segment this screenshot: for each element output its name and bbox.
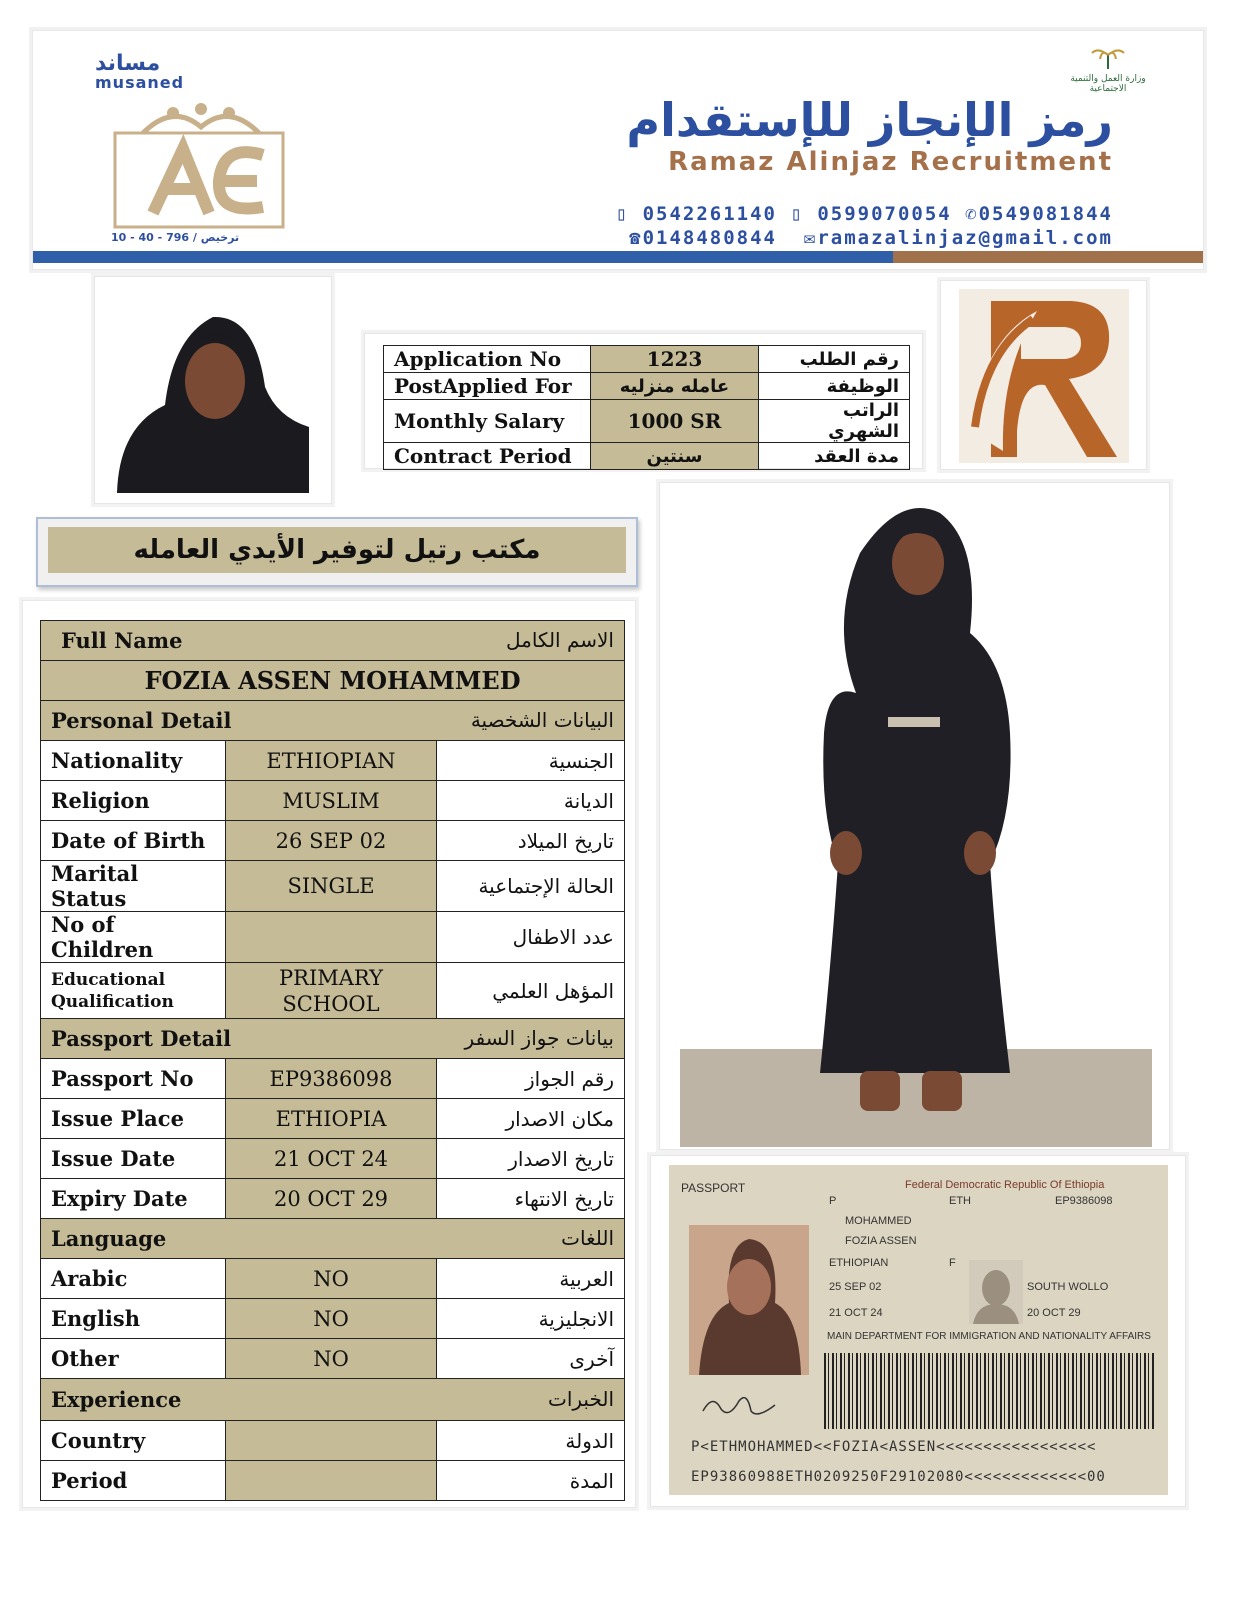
contract-label: Contract Period xyxy=(384,443,591,470)
company-title-en: Ramaz Alinjaz Recruitment xyxy=(668,147,1113,177)
ministry-logo xyxy=(1053,47,1163,94)
passport-scan xyxy=(669,1165,1168,1495)
landline-number: 0148480844 xyxy=(642,227,777,249)
english-value: NO xyxy=(226,1299,437,1339)
application-row xyxy=(384,346,910,373)
passport-mrz-line-2: EP93860988ETH0209250F29102080<<<<<<<<<<<<<00 xyxy=(691,1469,1106,1485)
section-passport xyxy=(41,1019,625,1059)
passport-dob: 25 SEP 02 xyxy=(829,1281,882,1293)
post-value: عامله منزليه xyxy=(591,373,759,400)
other-value: NO xyxy=(226,1339,437,1379)
education-value-2: SCHOOL xyxy=(282,991,380,1016)
full-name-label: Full Name xyxy=(61,628,183,653)
passport-issue-date: 21 OCT 24 xyxy=(829,1307,883,1319)
nationality-label-ar: الجنسية xyxy=(437,741,625,781)
section-language xyxy=(41,1219,625,1259)
section-personal xyxy=(41,701,625,741)
period-label-ar: المدة xyxy=(437,1461,625,1501)
issue-date-label: Issue Date xyxy=(41,1139,226,1179)
office-name: مكتب رتيل لتوفير الأيدي العامله xyxy=(48,527,626,573)
license-number: 10 - 40 - 796 / ترخيص xyxy=(111,231,240,244)
passport-given-names: FOZIA ASSEN xyxy=(845,1235,917,1247)
education-label-ar: المؤهل العلمي xyxy=(437,963,625,1019)
musaned-logo-ar: مساند xyxy=(95,51,161,76)
passport-type: P xyxy=(829,1195,837,1207)
passport-title-ar: بيانات جواز السفر xyxy=(464,1026,614,1050)
post-label: PostApplied For xyxy=(384,373,591,400)
musaned-logo xyxy=(95,53,184,91)
passport-barcode xyxy=(824,1353,1154,1429)
personal-title: Personal Detail xyxy=(51,708,232,733)
table-row xyxy=(41,781,625,821)
palm-icon xyxy=(1090,47,1126,69)
nationality-value: ETHIOPIAN xyxy=(226,741,437,781)
full-body-photo xyxy=(659,482,1170,1150)
table-row xyxy=(41,1299,625,1339)
other-label: Other xyxy=(41,1339,226,1379)
musaned-logo-en: musaned xyxy=(95,73,185,92)
passport-no-label-ar: رقم الجواز xyxy=(437,1059,625,1099)
post-label-ar: الوظيفة xyxy=(759,373,910,400)
nationality-label: Nationality xyxy=(41,741,226,781)
phone-numbers xyxy=(616,203,1113,225)
whatsapp-number: 0549081844 xyxy=(978,203,1113,225)
salary-value: 1000 SR xyxy=(591,400,759,443)
passport-nationality: ETHIOPIAN xyxy=(829,1257,889,1269)
r-logo-icon xyxy=(941,281,1146,469)
table-row xyxy=(41,741,625,781)
experience-title: Experience xyxy=(51,1387,182,1412)
table-row xyxy=(41,821,625,861)
table-row xyxy=(41,912,625,963)
issue-place-label: Issue Place xyxy=(41,1099,226,1139)
phone-2: 0599070054 xyxy=(817,203,952,225)
expiry-date-label-ar: تاريخ الانتهاء xyxy=(437,1179,625,1219)
header-stripe-brown xyxy=(893,251,1203,263)
portrait-image xyxy=(95,277,331,503)
marital-label-ar: الحالة الإجتماعية xyxy=(437,861,625,912)
arabic-label: Arabic xyxy=(41,1259,226,1299)
dob-value: 26 SEP 02 xyxy=(226,821,437,861)
passport-no-value: EP9386098 xyxy=(226,1059,437,1099)
children-label: No of Children xyxy=(41,912,226,963)
full-name-value: FOZIA ASSEN MOHAMMED xyxy=(41,661,625,701)
full-body-image xyxy=(660,483,1169,1149)
telephone-icon: ☎ xyxy=(629,227,643,249)
arabic-value: NO xyxy=(226,1259,437,1299)
marital-value: SINGLE xyxy=(226,861,437,912)
ministry-name: وزارة العمل والتنمية الاجتماعية xyxy=(1070,74,1146,94)
education-value xyxy=(226,963,437,1019)
issue-place-value: ETHIOPIA xyxy=(226,1099,437,1139)
table-row xyxy=(41,1421,625,1461)
personal-title-ar: البيانات الشخصية xyxy=(470,708,614,732)
english-label-ar: الانجليزية xyxy=(437,1299,625,1339)
salary-label: Monthly Salary xyxy=(384,400,591,443)
salary-label-ar: الراتب الشهري xyxy=(759,400,910,443)
passport-number: EP9386098 xyxy=(1055,1195,1113,1207)
religion-label: Religion xyxy=(41,781,226,821)
passport-photo xyxy=(689,1225,809,1375)
education-value-1: PRIMARY xyxy=(279,965,383,990)
signature-icon xyxy=(699,1391,779,1421)
full-name-header-row xyxy=(41,621,625,661)
country-value xyxy=(226,1421,437,1461)
period-value xyxy=(226,1461,437,1501)
table-row xyxy=(41,1461,625,1501)
full-name-label-ar: الاسم الكامل xyxy=(505,628,614,652)
table-row xyxy=(41,1099,625,1139)
header-banner xyxy=(32,30,1204,270)
passport-surname: MOHAMMED xyxy=(845,1215,912,1227)
country-label: Country xyxy=(41,1421,226,1461)
children-label-ar: عدد الاطفال xyxy=(437,912,625,963)
application-row xyxy=(384,400,910,443)
contract-label-ar: مدة العقد xyxy=(759,443,910,470)
english-label: English xyxy=(41,1299,226,1339)
r-logo xyxy=(940,280,1147,470)
application-row xyxy=(384,373,910,400)
issue-date-label-ar: تاريخ الاصدار xyxy=(437,1139,625,1179)
language-title: Language xyxy=(51,1226,167,1251)
education-label xyxy=(41,963,226,1019)
passport-mrz-line-1: P<ETHMOHAMMED<<FOZIA<ASSEN<<<<<<<<<<<<<<<<< xyxy=(691,1439,1097,1455)
table-row xyxy=(41,1139,625,1179)
religion-label-ar: الديانة xyxy=(437,781,625,821)
cv-table xyxy=(40,620,625,1501)
mobile-icon: ▯ xyxy=(615,203,630,225)
table-row xyxy=(41,1059,625,1099)
full-name-row xyxy=(41,661,625,701)
passport-title: Passport Detail xyxy=(51,1026,232,1051)
passport-header-right: Federal Democratic Republic Of Ethiopia xyxy=(905,1179,1105,1191)
table-row xyxy=(41,1339,625,1379)
whatsapp-icon: ✆ xyxy=(965,203,979,225)
email-icon: ✉ xyxy=(803,227,818,249)
dob-label-ar: تاريخ الميلاد xyxy=(437,821,625,861)
expiry-date-value: 20 OCT 29 xyxy=(226,1179,437,1219)
language-title-ar: اللغات xyxy=(561,1226,614,1250)
country-label-ar: الدولة xyxy=(437,1421,625,1461)
passport-ghost-photo xyxy=(969,1260,1023,1324)
section-experience xyxy=(41,1379,625,1421)
email-address: ramazalinjaz@gmail.com xyxy=(817,227,1113,249)
education-label-1: Educational xyxy=(51,969,166,990)
education-label-2: Qualification xyxy=(51,991,174,1012)
passport-sex: F xyxy=(949,1257,956,1269)
experience-title-ar: الخبرات xyxy=(547,1387,614,1411)
application-no-value: 1223 xyxy=(591,346,759,373)
portrait-photo xyxy=(94,276,332,504)
expiry-date-label: Expiry Date xyxy=(41,1179,226,1219)
passport-authority: MAIN DEPARTMENT FOR IMMIGRATION AND NATIONALITY AFFAIRS xyxy=(827,1331,1151,1342)
period-label: Period xyxy=(41,1461,226,1501)
contract-value: سنتين xyxy=(591,443,759,470)
table-row xyxy=(41,1179,625,1219)
phone-1: 0542261140 xyxy=(642,203,777,225)
arabic-label-ar: العربية xyxy=(437,1259,625,1299)
table-row xyxy=(41,861,625,912)
issue-date-value: 21 OCT 24 xyxy=(226,1139,437,1179)
office-banner xyxy=(36,517,638,587)
contact-line xyxy=(629,227,1113,249)
application-no-label: Application No xyxy=(384,346,591,373)
header-stripe-blue xyxy=(33,251,893,263)
religion-value: MUSLIM xyxy=(226,781,437,821)
application-no-label-ar: رقم الطلب xyxy=(759,346,910,373)
mobile-icon: ▯ xyxy=(790,203,804,225)
company-title-ar: رمز الإنجاز للإستقدام xyxy=(626,93,1113,147)
ramaz-logo-icon xyxy=(113,103,289,231)
dob-label: Date of Birth xyxy=(41,821,226,861)
application-table xyxy=(383,345,910,470)
table-row xyxy=(41,1259,625,1299)
other-label-ar: آخرى xyxy=(437,1339,625,1379)
passport-header-left: PASSPORT xyxy=(681,1181,746,1195)
issue-place-label-ar: مكان الاصدار xyxy=(437,1099,625,1139)
application-row xyxy=(384,443,910,470)
passport-code: ETH xyxy=(949,1195,971,1207)
passport-place-of-birth: SOUTH WOLLO xyxy=(1027,1281,1109,1293)
children-value xyxy=(226,912,437,963)
passport-no-label: Passport No xyxy=(41,1059,226,1099)
passport-expiry-date: 20 OCT 29 xyxy=(1027,1307,1081,1319)
marital-label: Marital Status xyxy=(41,861,226,912)
table-row xyxy=(41,963,625,1019)
